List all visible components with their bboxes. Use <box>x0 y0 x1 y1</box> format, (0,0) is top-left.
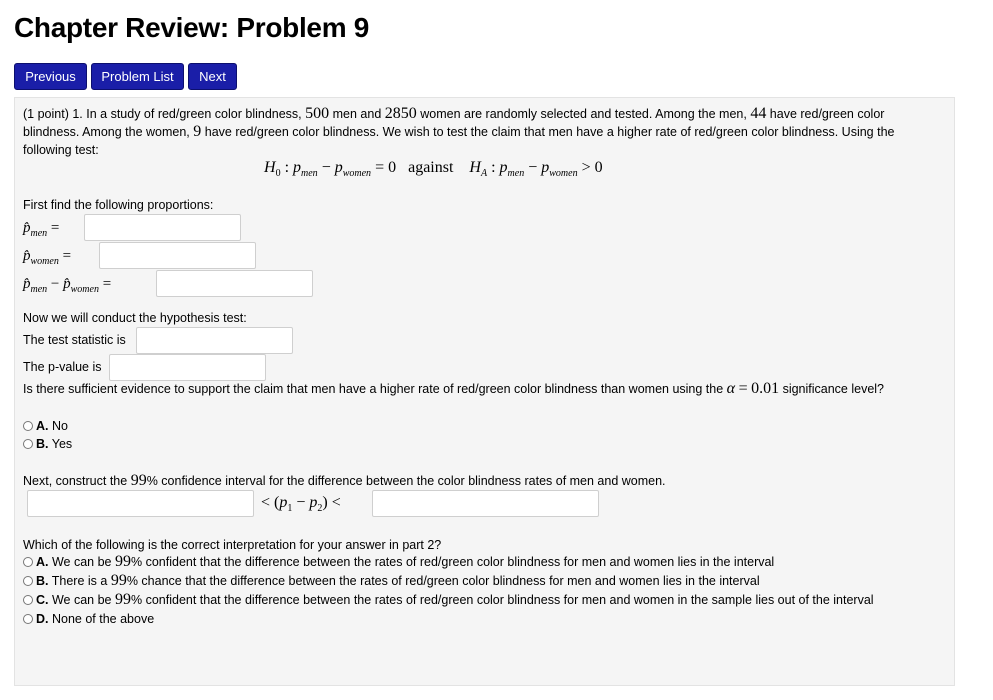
radio-interp-b[interactable] <box>23 576 33 586</box>
phat-diff-input[interactable] <box>156 270 313 297</box>
interp-option-c[interactable]: C. We can be 99% confident that the difference between the rates of red/green color blindness for men and women in the sample lies out of the interval <box>23 591 874 609</box>
radio-interp-c[interactable] <box>23 595 33 605</box>
interp-option-b[interactable]: B. There is a 99% chance that the difference between the rates of red/green color blindness for men and women lies in the interval <box>23 572 760 590</box>
interp-option-d[interactable]: D. None of the above <box>23 610 154 628</box>
phat-men-input[interactable] <box>84 214 241 241</box>
problem-intro-line3: following test: <box>23 143 99 157</box>
pvalue-input[interactable] <box>109 354 266 381</box>
radio-interp-a[interactable] <box>23 557 33 567</box>
evidence-question: Is there sufficient evidence to support the claim that men have a higher rate of red/green color blindness than women using the α = 0.01 significance level? <box>23 380 885 397</box>
next-button[interactable]: Next <box>188 63 237 90</box>
ci-expression: < $(p_1 - p_2)$ < <box>261 494 341 515</box>
choice-yes[interactable]: B. Yes <box>23 435 72 453</box>
interp-option-a[interactable]: A. We can be 99% confident that the difference between the rates of red/green color blindness for men and women lies in the interval <box>23 553 774 571</box>
phat-women-input[interactable] <box>99 242 256 269</box>
previous-button[interactable]: Previous <box>14 63 87 90</box>
radio-no[interactable] <box>23 421 33 431</box>
choice-no[interactable]: A. No <box>23 417 68 435</box>
pvalue-label: The p-value is <box>23 360 102 374</box>
radio-interp-d[interactable] <box>23 614 33 624</box>
phat-men-label: $p̂_{men}$ = <box>23 220 60 239</box>
ci-prompt: Next, construct the 99% confidence interval for the difference between the color blindness rates of men and women. <box>23 472 666 489</box>
radio-yes[interactable] <box>23 439 33 449</box>
ci-upper-input[interactable] <box>372 490 599 517</box>
proportions-prompt: First find the following proportions: <box>23 198 214 212</box>
phat-diff-label: $p̂_{men}$ − $p̂_{women}$ = <box>23 276 112 295</box>
page-title: Chapter Review: Problem 9 <box>14 12 370 43</box>
conduct-test-prompt: Now we will conduct the hypothesis test: <box>23 311 247 325</box>
phat-women-label: $p̂_{women}$ = <box>23 248 72 267</box>
problem-list-button[interactable]: Problem List <box>91 63 184 90</box>
ci-lower-input[interactable] <box>27 490 254 517</box>
hypothesis-statement: $H_0$ : $p_{men} - p_{women} = 0$ against $H_A$ : $p_{men} - p_{women} > 0$ <box>264 159 603 180</box>
interpretation-question: Which of the following is the correct interpretation for your answer in part 2? <box>23 538 442 552</box>
test-statistic-label: The test statistic is <box>23 333 126 347</box>
test-statistic-input[interactable] <box>136 327 293 354</box>
problem-intro-line2: blindness. Among the women, 9 have red/green color blindness. We wish to test the claim that men have a higher rate of red/green color blindness. Using the <box>23 123 895 140</box>
problem-intro-line1: (1 point) 1. In a study of red/green color blindness, 500 men and 2850 women are randomly selected and tested. Among the men, 44 have red/green color <box>23 105 885 122</box>
